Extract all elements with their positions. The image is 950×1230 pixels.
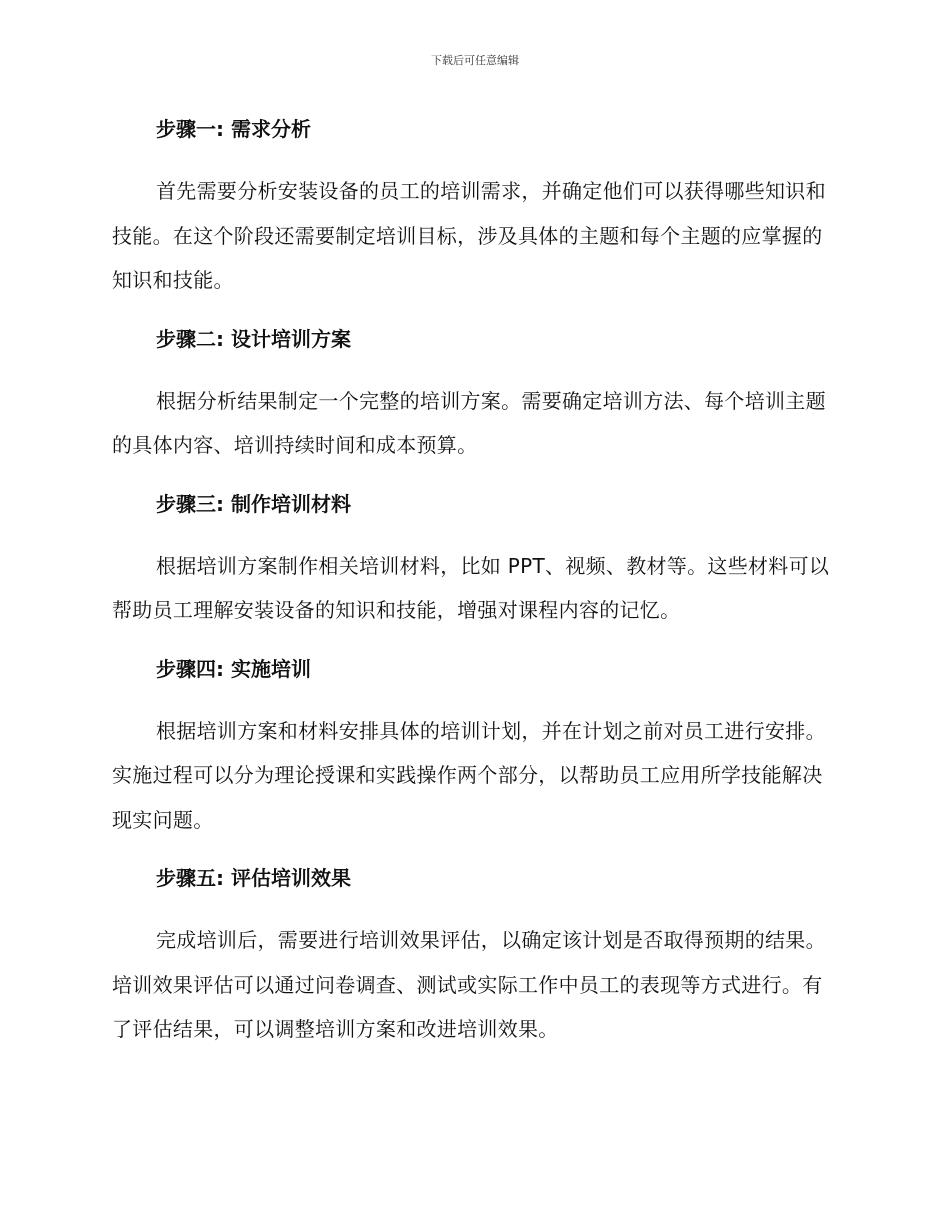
section-step-2 bbox=[112, 323, 830, 468]
document-body bbox=[112, 113, 830, 1072]
section-paragraph: 完成培训后，需要进行培训效果评估，以确定该计划是否取得预期的结果。培训效果评估可以通过问卷调查、测试或实际工作中员工的表现等方式进行。有了评估结果，可以调整培训方案和改进培训效果。 bbox=[112, 928, 826, 1041]
section-heading: 步骤五: 评估培训效果 bbox=[156, 866, 351, 890]
section-heading: 步骤一: 需求分析 bbox=[156, 117, 311, 141]
page-header: 下载后可任意编辑 bbox=[431, 54, 519, 67]
section-paragraph: 根据培训方案和材料安排具体的培训计划，并在计划之前对员工进行安排。实施过程可以分为理论授课和实践操作两个部分，以帮助员工应用所学技能解决现实问题。 bbox=[112, 718, 826, 832]
section-heading: 步骤二: 设计培训方案 bbox=[156, 326, 351, 351]
section-paragraph: 根据培训方案制作相关培训材料，比如 PPT、视频、教材等。这些材料可以帮助员工理解安装设备的知识和技能，增强对课程内容的记忆。 bbox=[112, 553, 830, 622]
section-heading: 步骤四: 实施培训 bbox=[156, 656, 311, 681]
section-heading: 步骤三: 制作培训材料 bbox=[156, 491, 351, 516]
section-paragraph: 首先需要分析安装设备的员工的培训需求，并确定他们可以获得哪些知识和技能。在这个阶段还需要制定培训目标，涉及具体的主题和每个主题的应掌握的知识和技能。 bbox=[112, 179, 826, 292]
section-step-1 bbox=[112, 113, 830, 303]
section-paragraph: 根据分析结果制定一个完整的培训方案。需要确定培训方法、每个培训主题的具体内容、培训持续时间和成本预算。 bbox=[112, 388, 826, 457]
section-step-3 bbox=[112, 488, 830, 633]
section-step-4 bbox=[112, 653, 830, 843]
section-step-5 bbox=[112, 862, 830, 1052]
